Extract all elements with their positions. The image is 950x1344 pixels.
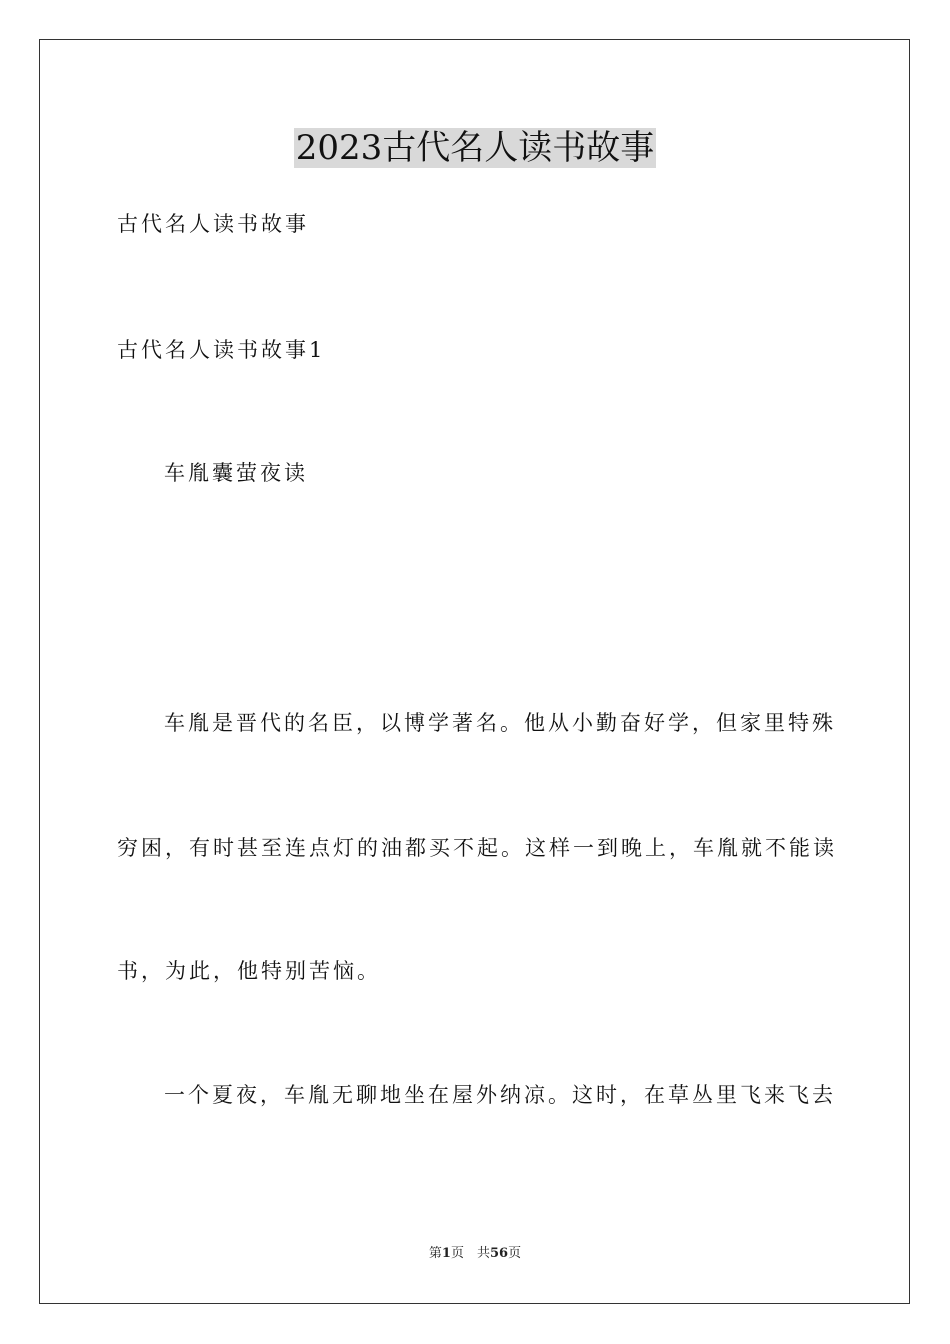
story-title: 车胤囊萤夜读 [164,461,308,485]
current-page-number: 1 [441,1246,451,1261]
footer-suffix: 页 [508,1246,522,1261]
paragraph-line: 书，为此，他特别苦恼。 [117,959,381,983]
document-title [0,126,950,170]
total-page-count: 56 [489,1246,509,1261]
title-text: 2023古代名人读书故事 [295,128,655,168]
paragraph-line: 一个夏夜，车胤无聊地坐在屋外纳凉。这时，在草丛里飞来飞去 [164,1083,836,1107]
section-heading: 古代名人读书故事1 [117,338,326,362]
page-footer [0,1245,950,1263]
footer-middle: 页 共 [450,1246,490,1261]
paragraph-line: 穷困，有时甚至连点灯的油都买不起。这样一到晚上，车胤就不能读 [117,836,837,860]
subtitle-line: 古代名人读书故事 [117,212,309,236]
footer-prefix: 第 [428,1246,442,1261]
paragraph-line: 车胤是晋代的名臣，以博学著名。他从小勤奋好学，但家里特殊 [164,711,836,735]
